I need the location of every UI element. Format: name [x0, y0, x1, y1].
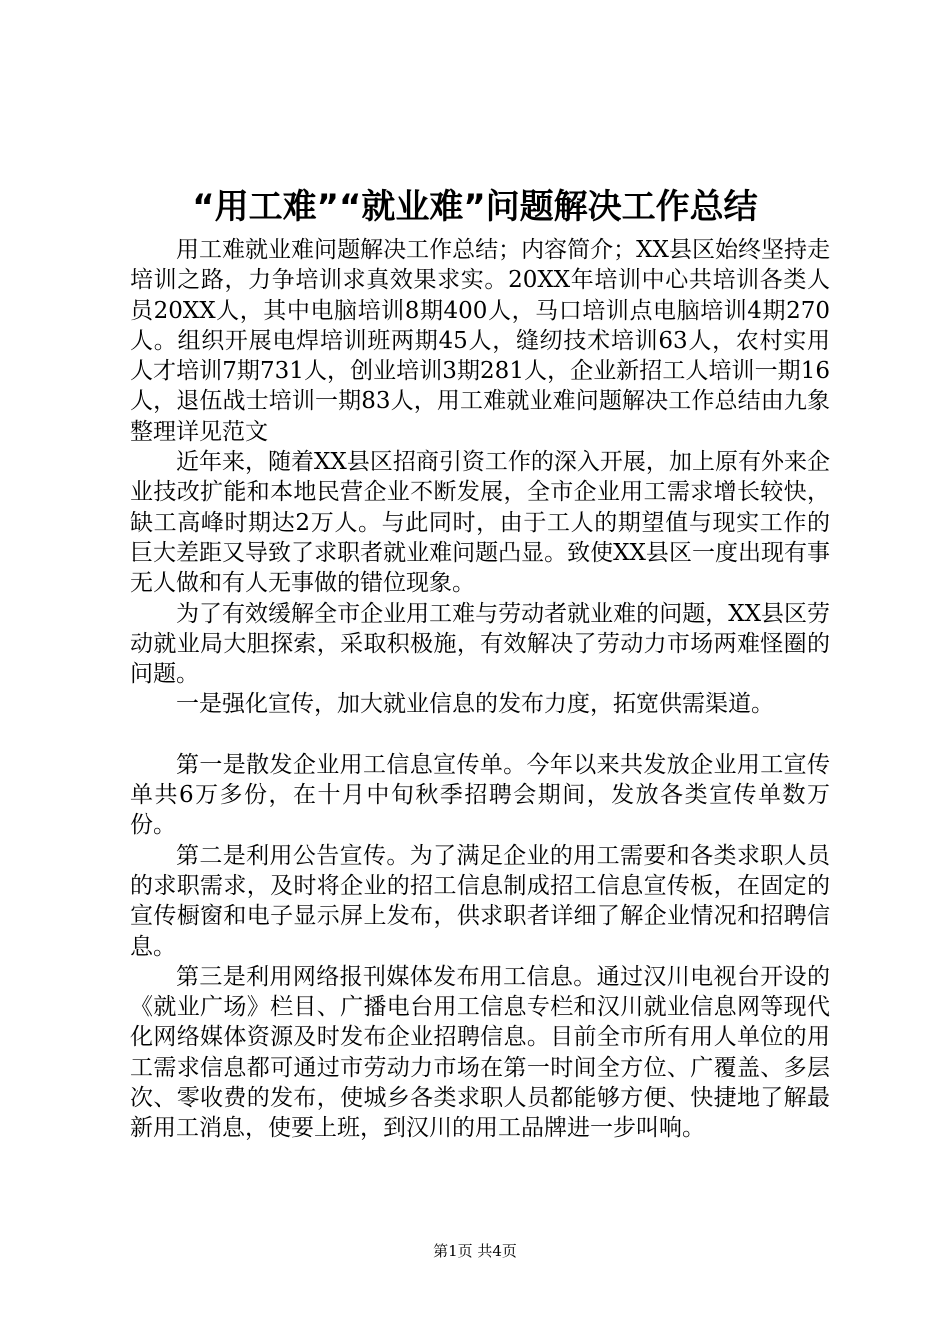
paragraph-measures-intro: 为了有效缓解全市企业用工难与劳动者就业难的问题，XX县区劳动就业局大胆探索，采取积极施，有效解决了劳动力市场两难怪圈的问题。: [130, 600, 830, 688]
paragraph-third-item: 第三是利用网络报刊媒体发布用工信息。通过汉川电视台开设的《就业广场》栏目、广播电台用工信息专栏和汉川就业信息网等现代化网络媒体资源及时发布企业招聘信息。目前全市所有用人单位的用工需求信息都可通过市劳动力市场在第一时间全方位、广覆盖、多层次、零收费的发布，使城乡各类求职人员都能够方便、快捷地了解最新用工消息，使要上班，到汉川的用工品牌进一步叫响。: [130, 963, 830, 1142]
document-body: [130, 235, 830, 1144]
paragraph-second-item: 第二是利用公告宣传。为了满足企业的用工需要和各类求职人员的求职需求，及时将企业的招工信息制成招工信息宣传板，在固定的宣传橱窗和电子显示屏上发布，供求职者详细了解企业情况和招聘信息。: [130, 842, 830, 960]
paragraph-background: 近年来，随着XX县区招商引资工作的深入开展，加上原有外来企业技改扩能和本地民营企业不断发展，全市企业用工需求增长较快，缺工高峰时期达2万人。与此同时，由于工人的期望值与现实工作的巨大差距又导致了求职者就业难问题凸显。致使XX县区一度出现有事无人做和有人无事做的错位现象。: [130, 449, 830, 597]
paragraph-first-item: 第一是散发企业用工信息宣传单。今年以来共发放企业用工宣传单共6万多份，在十月中旬秋季招聘会期间，发放各类宣传单数万份。: [130, 751, 830, 839]
paragraph-point-one: 一是强化宣传，加大就业信息的发布力度，拓宽供需渠道。: [176, 691, 774, 718]
document-title: “用工难”“就业难”问题解决工作总结: [192, 187, 758, 227]
page-number-footer: 第1页 共4页: [433, 1242, 517, 1260]
paragraph-summary: 用工难就业难问题解决工作总结；内容简介；XX县区始终坚持走培训之路，力争培训求真效果求实。20XX年培训中心共培训各类人员20XX人，其中电脑培训8期400人，马口培训点电脑培训4期270人。组织开展电焊培训班两期45人，缝纫技术培训63人，农村实用人才培训7期731人，创业培训3期281人，企业新招工人培训一期16人，退伍战士培训一期83人，用工难就业难问题解决工作总结由九象整理详见范文: [130, 237, 830, 445]
